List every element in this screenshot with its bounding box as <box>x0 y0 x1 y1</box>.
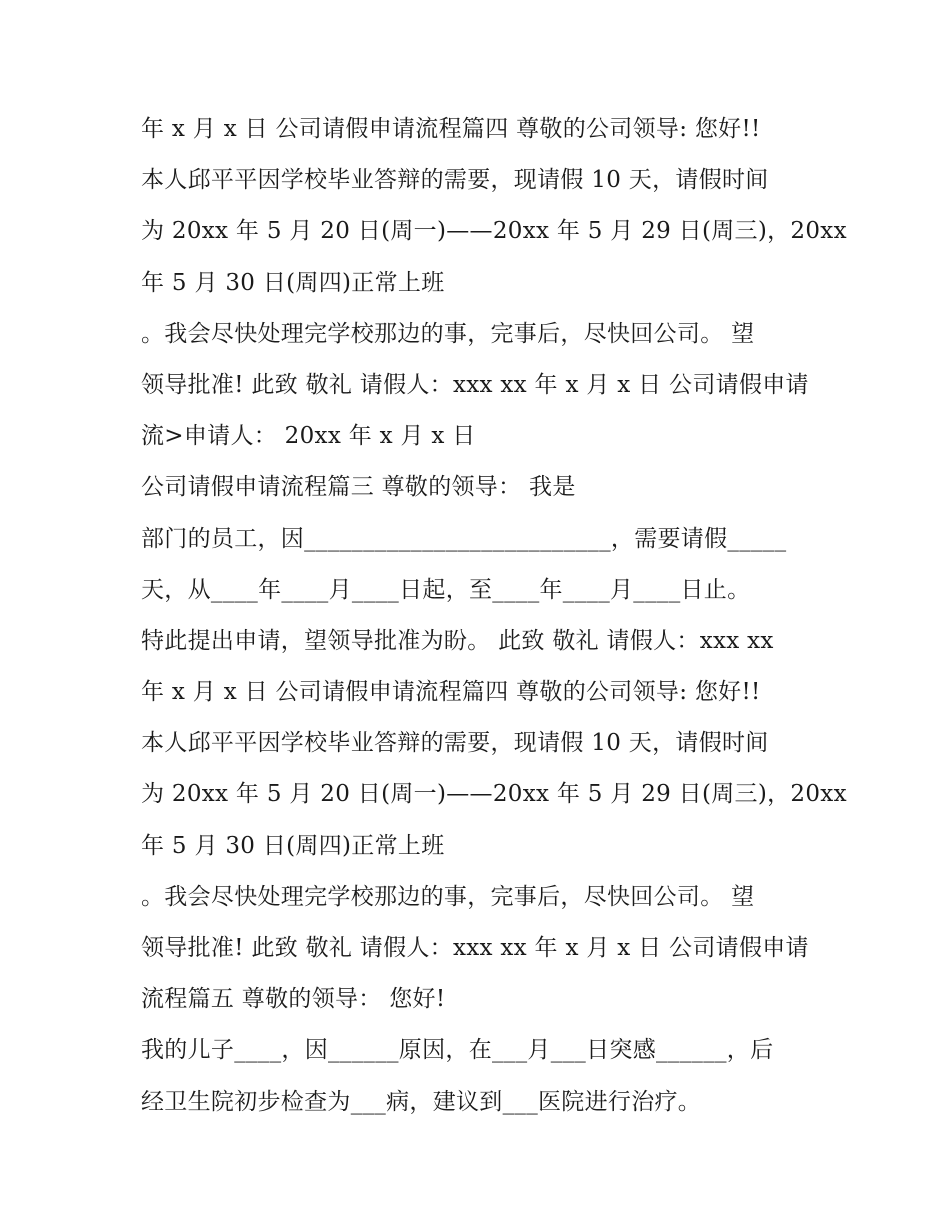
text-line: 流程篇五 尊敬的领导： 您好! <box>141 986 446 1013</box>
text-line: 经卫生院初步检查为___病，建议到___医院进行治疗。 <box>141 1088 702 1115</box>
text-line: 部门的员工，因__________________________，需要请假_____ <box>141 525 787 552</box>
text-line: 。我会尽快处理完学校那边的事，完事后，尽快回公司。 望 <box>141 883 755 910</box>
text-line: 本人邱平平因学校毕业答辩的需要，现请假 10 天，请假时间 <box>141 167 769 194</box>
text-line: 特此提出申请，望领导批准为盼。 此致 敬礼 请假人：xxx xx <box>141 627 774 654</box>
text-line: 。我会尽快处理完学校那边的事，完事后，尽快回公司。 望 <box>141 320 755 347</box>
text-line: 本人邱平平因学校毕业答辩的需要，现请假 10 天，请假时间 <box>141 730 769 757</box>
text-line: 领导批准! 此致 敬礼 请假人：xxx xx 年 x 月 x 日 公司请假申请 <box>141 371 809 398</box>
text-line: 我的儿子____，因______原因，在___月___日突感______，后 <box>141 1037 774 1064</box>
text-line: 年 x 月 x 日 公司请假申请流程篇四 尊敬的公司领导: 您好!! <box>141 116 761 142</box>
text-line: 公司请假申请流程篇三 尊敬的领导： 我是 <box>141 474 576 501</box>
document-body <box>141 104 847 1128</box>
text-line: 流>申请人： 20xx 年 x 月 x 日 <box>141 423 476 450</box>
text-line: 为 20xx 年 5 月 20 日(周一)——20xx 年 5 月 29 日(周三)，20xx <box>141 218 847 245</box>
text-line: 年 5 月 30 日(周四)正常上班 <box>141 832 445 859</box>
text-line: 为 20xx 年 5 月 20 日(周一)——20xx 年 5 月 29 日(周三)，20xx <box>141 781 847 808</box>
text-line: 领导批准! 此致 敬礼 请假人：xxx xx 年 x 月 x 日 公司请假申请 <box>141 935 809 961</box>
text-line: 天，从____年____月____日起，至____年____月____日止。 <box>141 576 751 603</box>
text-line: 年 x 月 x 日 公司请假申请流程篇四 尊敬的公司领导: 您好!! <box>141 679 761 706</box>
text-line: 年 5 月 30 日(周四)正常上班 <box>141 269 445 296</box>
